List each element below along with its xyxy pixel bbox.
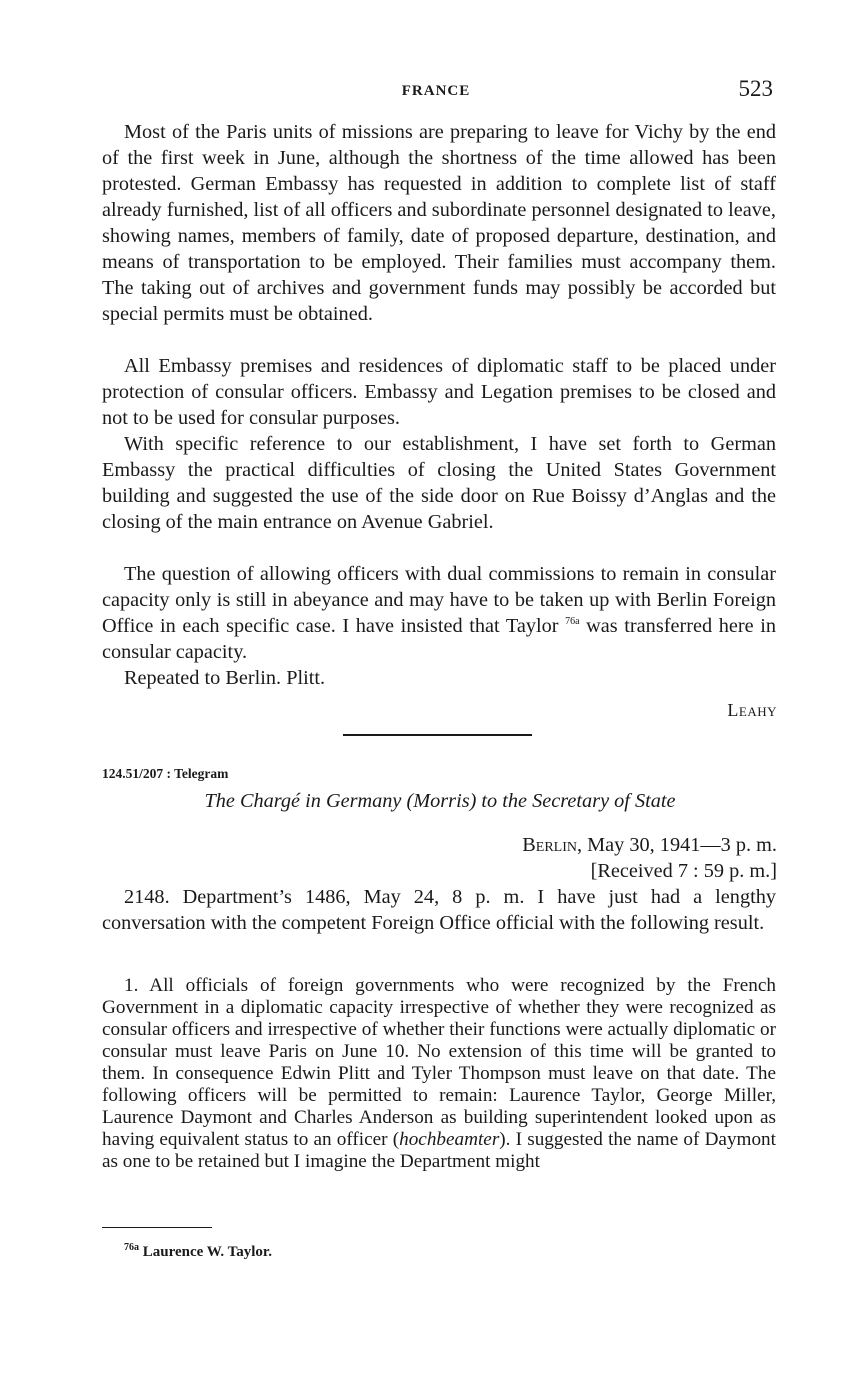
footnote-marker: 76a [124,1242,139,1253]
dateline-date: , May 30, 1941—3 p. m. [577,834,777,856]
footnote-divider [102,1227,212,1228]
paragraph-paris-units: Most of the Paris units of missions are preparing to leave for Vichy by the end of the first week in June, although the shortness of the time allowed has been protested. German Embassy has requested in addition to complete list of staff already furnished, list of all officers and subordinate personnel designated to leave, showing names, members of family, date of proposed departure, destination, and means of transportation to be employed. Their families must accompany them. The taking out of archives and government funds may possibly be accorded but special permits must be obtained. [102,121,776,325]
section-divider [343,734,532,736]
footnote-reference: 76a [565,616,580,628]
dateline-place: Berlin [522,834,577,856]
dateline-received: [Received 7 : 59 p. m.] [590,860,777,882]
german-term: hochbeamter [399,1129,500,1150]
dateline [522,832,777,884]
file-number: 124.51/207 : Telegram [102,766,229,781]
running-header-title: FRANCE [401,83,471,99]
paragraph-dual-commissions-text-a: The question of allowing officers with dual commissions to remain in consular capacity only is still in abeyance and may have to be taken up with Berlin Foreign Office in each specific case. I have insisted that Taylor [102,563,776,637]
footnote [124,1244,272,1261]
dateline-sent [522,832,777,858]
footnote-text: Laurence W. Taylor. [139,1244,272,1260]
paragraph-point-1 [102,975,776,1173]
paragraph-point-1-text-a: 1. All officials of foreign governments who were recognized by the French Government in a diplomatic capacity irrespective of whether they were recognized as consular officers and irrespective of whether their functions were actually diplomatic or consular must leave Paris on June 10. No extension of this time will be granted to them. In consequence Edwin Plitt and Tyler Thompson must leave on that date. The following officers will be permitted to remain: Laurence Taylor, George Miller, Laurence Daymont and Charles Anderson as building superintendent looked upon as having equivalent status to an officer ( [102,975,776,1150]
paragraph-point-1-text-b: ). I suggested the name of Daymont as one to be retained but I imagine the Department might [102,1129,776,1172]
paragraph-dual-commissions-text-b: was transferred here in consular capacity. [102,615,776,663]
signature: Leahy [727,700,777,720]
repeated-line: Repeated to Berlin. Plitt. [124,667,326,689]
page-number: 523 [738,76,773,101]
paragraph-embassy-premises: All Embassy premises and residences of diplomatic staff to be placed under protection of consular officers. Embassy and Legation premises to be closed and not to be used for consular purposes. [102,355,776,429]
telegram-title: The Chargé in Germany (Morris) to the Secretary of State [204,790,676,812]
paragraph-intro: 2148. Department’s 1486, May 24, 8 p. m. I have just had a lengthy conversation with the competent Foreign Office official with the following result. [102,886,776,934]
paragraph-dual-commissions [102,561,776,665]
paragraph-specific-reference: With specific reference to our establishment, I have set forth to German Embassy the practical difficulties of closing the United States Government building and suggested the use of the side door on Rue Boissy d’Anglas and the closing of the main entrance on Avenue Gabriel. [102,433,776,533]
